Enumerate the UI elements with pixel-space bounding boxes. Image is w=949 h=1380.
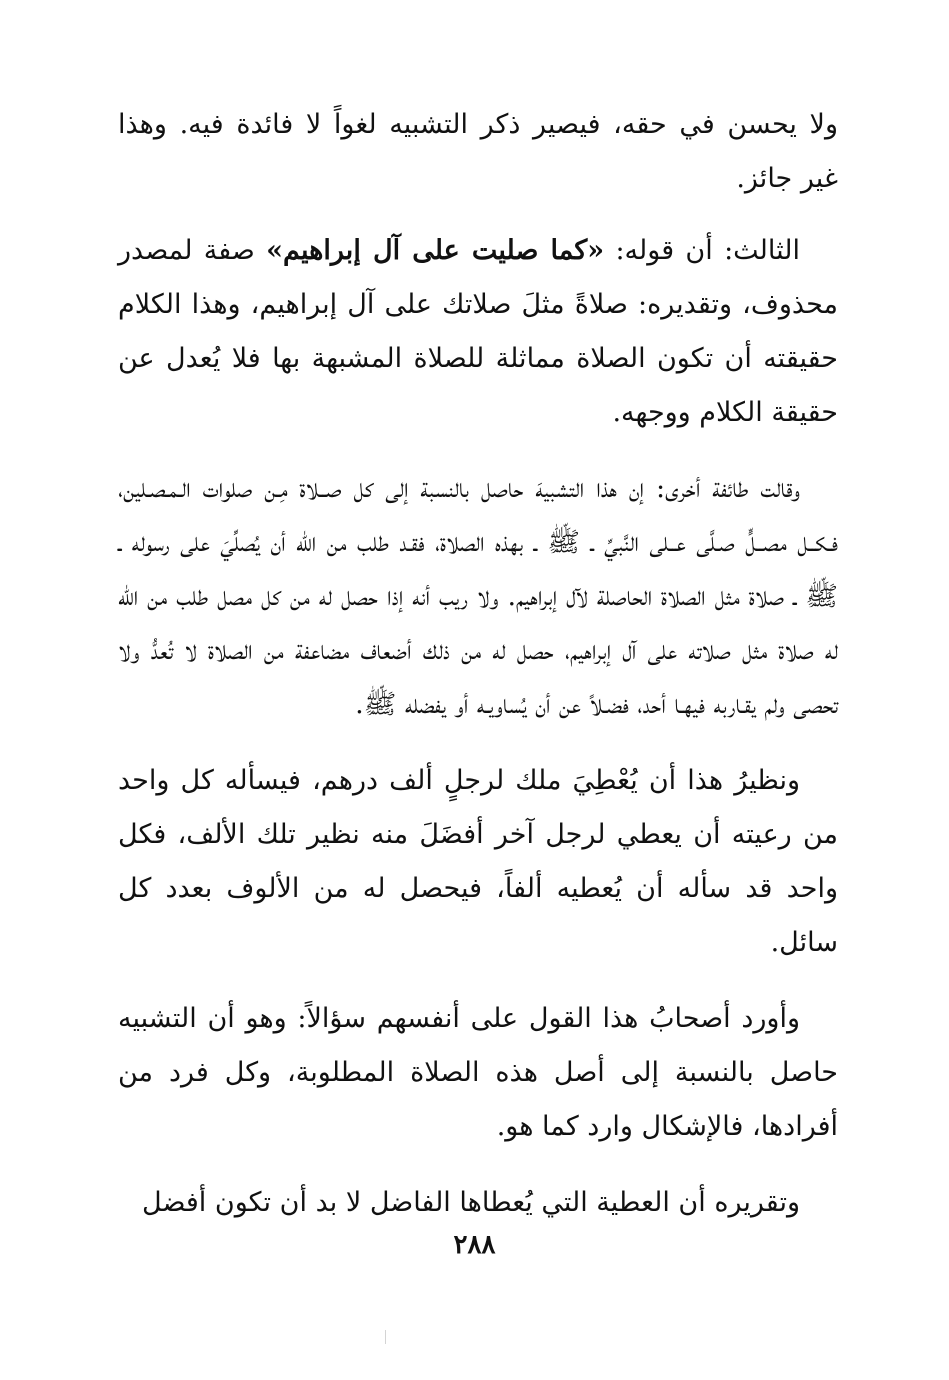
paragraph-6: [118, 1176, 838, 1230]
paragraph-3-text: وقالت طائفة أخرى: إن هذا التشبيهَ حاصل بالنسبة إلى كل صــلاة مِـن صلوات الـمـصـلين، فـكــل مصــلٍّ صـلَّى عــلى النَّبيِّ ـ ﷺ ـ بهذه الصلاة، فقـد طلب من الله أن يُصلِّيَ على رسوله ـ ﷺ ـ صلاة مثل الصلاة الحاصلة لآل إبراهيم. ولا ريب أنه إذا حصل له من كل مصل طلب من الله له صلاة مثل صلاته على آل إبراهيم، حصل له من ذلك أضعاف مضاعفة من الصلاة لا تُعدُّ ولا تحصى ولم يقـاربه فيهـا أحد، فضـلاً عن أن يُساويـه أو يفضله ﷺ.: [118, 473, 838, 720]
paragraph-6-text: وتقريره أن العطية التي يُعطاها الفاضل لا بد أن تكون أفضل: [142, 1187, 800, 1218]
paragraph-4: [118, 754, 838, 970]
paragraph-4-text: ونظيرُ هذا أن يُعْطِيَ ملك لرجلٍ ألف درهم، فيسأله كل واحد من رعيته أن يعطي لرجل آخر أفضَلَ منه نظير تلك الألف، فكل واحد قد سأله أن يُعطيه ألفاً، فيحصل له من الألوف بعدد كل سائل.: [118, 765, 838, 958]
paragraph-2-lead: الثالث: أن قوله:: [604, 235, 801, 266]
page-number: ٢٨٨: [453, 1230, 496, 1260]
paragraph-3: [118, 462, 838, 732]
scan-mark: [385, 1330, 386, 1344]
page-body: [118, 98, 838, 1248]
paragraph-1: [118, 98, 838, 206]
paragraph-5-text: وأورد أصحابُ هذا القول على أنفسهم سؤالاً: وهو أن التشبيه حاصل بالنسبة إلى أصل هذه الصلاة المطلوبة، وكل فرد من أفرادها، فالإشكال وارد كما هو.: [118, 1003, 838, 1142]
paragraph-2: [118, 224, 838, 440]
paragraph-5: [118, 992, 838, 1154]
quoted-hadith-phrase: «كما صليت على آل إبراهيم»: [266, 235, 605, 266]
paragraph-2-rest: صفة لمصدر محذوف، وتقديره: صلاةً مثلَ صلاتك على آل إبراهيم، وهذا الكلام حقيقته أن تكون الصلاة مماثلة للصلاة المشبهة بها فلا يُعدل عن حقيقة الكلام ووجهه.: [118, 235, 838, 428]
paragraph-1-text: ولا يحسن في حقه، فيصير ذكر التشبيه لغواً لا فائدة فيه. وهذا غير جائز.: [118, 109, 838, 194]
